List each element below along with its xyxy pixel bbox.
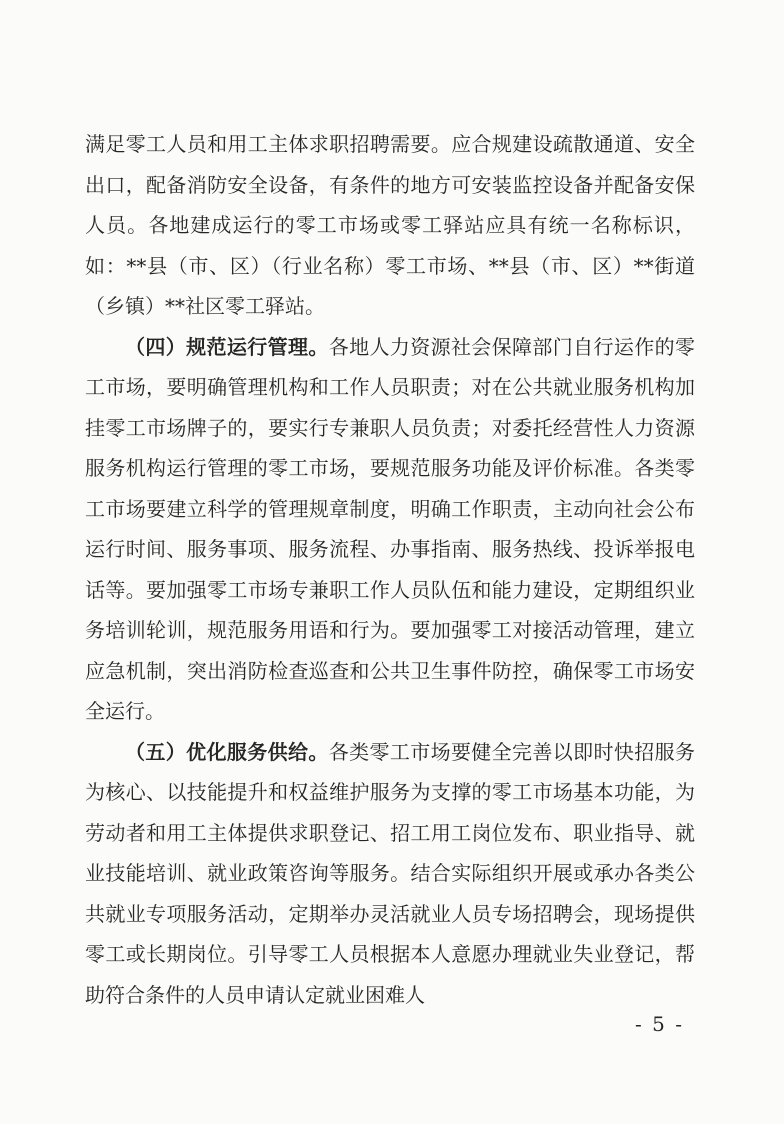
paragraph-text: 满足零工人员和用工主体求职招聘需要。应合规建设疏散通道、安全出口，配备消防安全设备，有条件的地方可安装监控设备并配备安保人员。各地建成运行的零工市场或零工驿站应具有统一名称标识，如：**县（市、区）（行业名称）零工市场、**县（市、区）**街道（乡镇）**社区零工驿站。 [85, 132, 695, 318]
paragraph-text: 各类零工市场要健全完善以即时快招服务为核心、以技能提升和权益维护服务为支撑的零工市场基本功能，为劳动者和用工主体提供求职登记、招工用工岗位发布、职业指导、就业技能培训、就业政策咨询等服务。结合实际组织开展或承办各类公共就业专项服务活动，定期举办灵活就业人员专场招聘会，现场提供零工或长期岗位。引导零工人员根据本人意愿办理就业失业登记，帮助符合条件的人员申请认定就业困难人 [85, 739, 696, 1007]
paragraph-continuation [85, 124, 695, 327]
body-text [85, 124, 695, 1015]
paragraph-text: 各地人力资源社会保障部门自行运作的零工市场，要明确管理机构和工作人员职责；对在公共就业服务机构加挂零工市场牌子的，要实行专兼职人员负责；对委托经营性人力资源服务机构运行管理的零工市场，要规范服务功能及评价标准。各类零工市场要建立科学的管理规章制度，明确工作职责，主动向社会公布运行时间、服务事项、服务流程、办事指南、服务热线、投诉举报电话等。要加强零工市场专兼职工作人员队伍和能力建设，定期组织业务培训轮训，规范服务用语和行为。要加强零工对接活动管理，建立应急机制，突出消防检查巡查和公共卫生事件防控，确保零工市场安全运行。 [85, 334, 696, 723]
paragraph-section-4 [85, 327, 695, 732]
paragraph-section-5 [85, 732, 695, 1016]
page-number: - 5 - [635, 1012, 684, 1036]
section-heading: （四）规范运行管理。 [125, 334, 329, 359]
section-heading: （五）优化服务供给。 [125, 739, 329, 764]
